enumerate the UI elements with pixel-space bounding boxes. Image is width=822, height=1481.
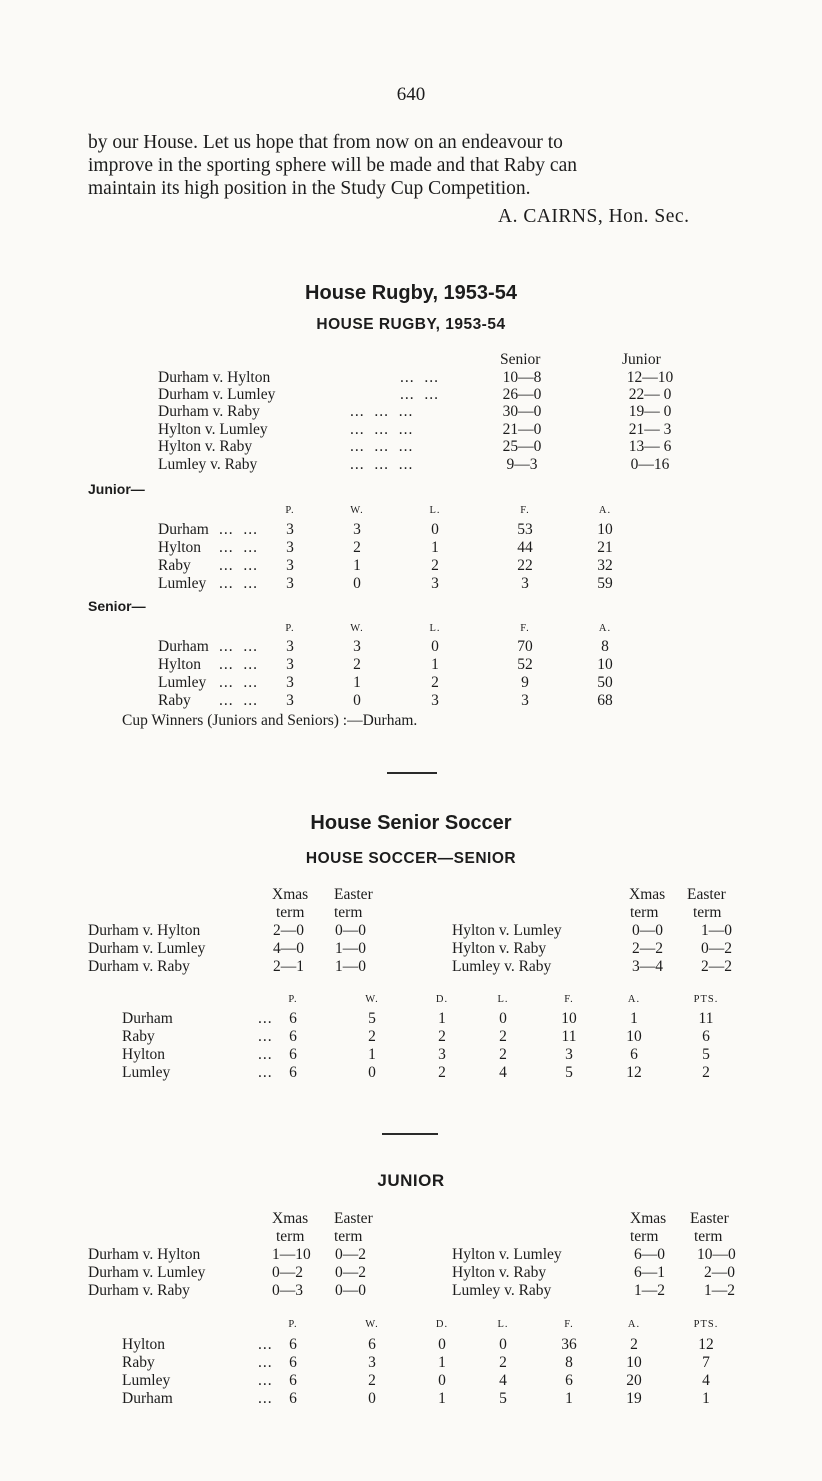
match-fixture: Hylton v. Raby bbox=[158, 438, 253, 455]
match-junior-score: 12—10 bbox=[626, 369, 674, 386]
cell-a: 10 bbox=[597, 656, 613, 673]
cell-p: 3 bbox=[286, 539, 294, 556]
cell-l: 2 bbox=[431, 674, 439, 691]
match-xmas: 4—0 bbox=[273, 940, 304, 957]
col-easter: Easter bbox=[334, 886, 373, 903]
soccer-senior-heading: House Senior Soccer bbox=[310, 812, 512, 834]
leader-dots: ... ... bbox=[219, 692, 258, 709]
cell-l: 3 bbox=[431, 692, 439, 709]
match-easter: 2—0 bbox=[704, 1264, 735, 1281]
team-name: Raby bbox=[122, 1354, 155, 1371]
cell-a: 1 bbox=[630, 1010, 638, 1027]
leader-dots: ... ... ... bbox=[350, 456, 414, 473]
cell-p: 3 bbox=[286, 521, 294, 538]
intro-line: improve in the sporting sphere will be made and that Raby can bbox=[88, 155, 577, 176]
leader-dots: ... bbox=[258, 1028, 273, 1045]
match-fixture: Hylton v. Raby bbox=[452, 940, 547, 957]
col-term: term bbox=[276, 1228, 305, 1245]
col-term: term bbox=[694, 1228, 723, 1245]
cell-w: 5 bbox=[368, 1010, 376, 1027]
col-easter: Easter bbox=[334, 1210, 373, 1227]
team-name: Durham bbox=[122, 1390, 173, 1407]
cell-l: 2 bbox=[499, 1028, 507, 1045]
rugby-subheading: HOUSE RUGBY, 1953-54 bbox=[316, 316, 506, 333]
cell-w: 0 bbox=[353, 575, 361, 592]
match-junior-score: 13— 6 bbox=[628, 438, 672, 455]
match-junior-score: 19— 0 bbox=[628, 403, 672, 420]
match-xmas: 1—10 bbox=[272, 1246, 311, 1263]
cell-f: 44 bbox=[517, 539, 533, 556]
cell-d: 1 bbox=[438, 1354, 446, 1371]
cell-a: 2 bbox=[630, 1336, 638, 1353]
cell-w: 6 bbox=[368, 1336, 376, 1353]
cell-f: 52 bbox=[517, 656, 533, 673]
col-header: A. bbox=[627, 1319, 641, 1330]
col-term: term bbox=[630, 1228, 659, 1245]
match-xmas: 0—0 bbox=[632, 922, 663, 939]
match-easter: 10—0 bbox=[697, 1246, 736, 1263]
match-xmas: 1—2 bbox=[634, 1282, 665, 1299]
match-fixture: Hylton v. Lumley bbox=[158, 421, 268, 438]
cell-l: 4 bbox=[499, 1064, 507, 1081]
match-xmas: 0—3 bbox=[272, 1282, 303, 1299]
intro-line: maintain its high position in the Study Cup Competition. bbox=[88, 178, 531, 199]
cell-w: 1 bbox=[353, 674, 361, 691]
team-name: Raby bbox=[122, 1028, 155, 1045]
cell-pts: 11 bbox=[698, 1010, 714, 1027]
cell-p: 6 bbox=[289, 1010, 297, 1027]
match-senior-score: 21—0 bbox=[502, 421, 542, 438]
cell-l: 2 bbox=[499, 1046, 507, 1063]
match-xmas: 2—2 bbox=[632, 940, 663, 957]
cell-d: 0 bbox=[438, 1336, 446, 1353]
col-header: W. bbox=[350, 623, 364, 634]
signature: A. CAIRNS, Hon. Sec. bbox=[498, 206, 690, 227]
leader-dots: ... bbox=[258, 1064, 273, 1081]
cell-pts: 1 bbox=[702, 1390, 710, 1407]
cell-l: 1 bbox=[431, 539, 439, 556]
cell-a: 10 bbox=[597, 521, 613, 538]
match-easter: 1—0 bbox=[335, 940, 366, 957]
match-easter: 2—2 bbox=[701, 958, 732, 975]
match-easter: 0—0 bbox=[335, 1282, 366, 1299]
team-name: Hylton bbox=[122, 1046, 166, 1063]
cell-f: 1 bbox=[565, 1390, 573, 1407]
col-easter: Easter bbox=[690, 1210, 729, 1227]
leader-dots: ... ... ... bbox=[350, 421, 414, 438]
match-fixture: Lumley v. Raby bbox=[158, 456, 258, 473]
cell-w: 2 bbox=[368, 1372, 376, 1389]
cell-w: 2 bbox=[368, 1028, 376, 1045]
match-fixture: Durham v. Lumley bbox=[88, 940, 206, 957]
cell-l: 0 bbox=[431, 521, 439, 538]
col-header: P. bbox=[288, 994, 298, 1005]
cell-l: 0 bbox=[431, 638, 439, 655]
cell-a: 59 bbox=[597, 575, 613, 592]
cell-d: 2 bbox=[438, 1064, 446, 1081]
col-header: P. bbox=[285, 505, 295, 516]
cell-l: 3 bbox=[431, 575, 439, 592]
leader-dots: ... ... bbox=[219, 575, 258, 592]
match-fixture: Hylton v. Lumley bbox=[452, 922, 562, 939]
match-junior-score: 0—16 bbox=[630, 456, 670, 473]
col-header: P. bbox=[285, 623, 295, 634]
rugby-junior-label: Junior— bbox=[88, 481, 145, 497]
cell-p: 6 bbox=[289, 1372, 297, 1389]
cell-p: 6 bbox=[289, 1390, 297, 1407]
leader-dots: ... ... bbox=[219, 539, 258, 556]
team-name: Durham bbox=[158, 638, 209, 655]
col-header: L. bbox=[497, 1319, 509, 1330]
match-easter: 1—2 bbox=[704, 1282, 735, 1299]
cell-a: 10 bbox=[626, 1028, 642, 1045]
cell-p: 6 bbox=[289, 1336, 297, 1353]
rugby-col-junior: Junior bbox=[622, 351, 661, 368]
cell-p: 3 bbox=[286, 656, 294, 673]
cell-l: 2 bbox=[499, 1354, 507, 1371]
cell-w: 3 bbox=[353, 521, 361, 538]
cell-pts: 12 bbox=[698, 1336, 714, 1353]
soccer-senior-subheading: HOUSE SOCCER—SENIOR bbox=[305, 850, 517, 867]
cell-f: 36 bbox=[561, 1336, 577, 1353]
match-senior-score: 10—8 bbox=[502, 369, 542, 386]
col-header: F. bbox=[520, 505, 530, 516]
cell-f: 5 bbox=[565, 1064, 573, 1081]
match-senior-score: 26—0 bbox=[502, 386, 542, 403]
cell-w: 0 bbox=[368, 1064, 376, 1081]
leader-dots: ... ... bbox=[400, 386, 439, 403]
match-xmas: 3—4 bbox=[632, 958, 663, 975]
match-junior-score: 21— 3 bbox=[628, 421, 672, 438]
cell-f: 11 bbox=[561, 1028, 577, 1045]
match-easter: 0—2 bbox=[701, 940, 732, 957]
team-name: Lumley bbox=[122, 1064, 171, 1081]
match-xmas: 0—2 bbox=[272, 1264, 303, 1281]
col-header: P. bbox=[288, 1319, 298, 1330]
col-header: D. bbox=[435, 1319, 449, 1330]
match-fixture: Lumley v. Raby bbox=[452, 958, 552, 975]
match-xmas: 6—0 bbox=[634, 1246, 665, 1263]
cell-p: 6 bbox=[289, 1046, 297, 1063]
cup-winners: Cup Winners (Juniors and Seniors) :—Durham. bbox=[122, 712, 418, 729]
cell-w: 1 bbox=[353, 557, 361, 574]
match-easter: 0—0 bbox=[335, 922, 366, 939]
match-xmas: 6—1 bbox=[634, 1264, 665, 1281]
cell-l: 2 bbox=[431, 557, 439, 574]
match-easter: 0—2 bbox=[335, 1246, 366, 1263]
cell-a: 6 bbox=[630, 1046, 638, 1063]
cell-a: 68 bbox=[597, 692, 613, 709]
col-header: PTS. bbox=[693, 1319, 719, 1330]
cell-a: 8 bbox=[601, 638, 609, 655]
cell-d: 1 bbox=[438, 1390, 446, 1407]
cell-d: 0 bbox=[438, 1372, 446, 1389]
match-fixture: Hylton v. Lumley bbox=[452, 1246, 562, 1263]
col-header: PTS. bbox=[693, 994, 719, 1005]
match-fixture: Durham v. Lumley bbox=[88, 1264, 206, 1281]
col-header: W. bbox=[365, 994, 379, 1005]
team-name: Lumley bbox=[122, 1372, 171, 1389]
col-header: F. bbox=[564, 994, 574, 1005]
leader-dots: ... ... bbox=[219, 521, 258, 538]
cell-w: 0 bbox=[368, 1390, 376, 1407]
match-fixture: Durham v. Hylton bbox=[158, 369, 271, 386]
page-number: 640 bbox=[396, 84, 426, 105]
soccer-junior-heading: JUNIOR bbox=[377, 1171, 445, 1190]
cell-w: 3 bbox=[353, 638, 361, 655]
cell-p: 3 bbox=[286, 575, 294, 592]
leader-dots: ... ... bbox=[219, 656, 258, 673]
rugby-senior-label: Senior— bbox=[88, 598, 146, 614]
leader-dots: ... bbox=[258, 1046, 273, 1063]
cell-l: 0 bbox=[499, 1010, 507, 1027]
cell-p: 3 bbox=[286, 557, 294, 574]
cell-f: 3 bbox=[521, 692, 529, 709]
cell-p: 6 bbox=[289, 1354, 297, 1371]
cell-p: 3 bbox=[286, 638, 294, 655]
match-senior-score: 25—0 bbox=[502, 438, 542, 455]
cell-w: 3 bbox=[368, 1354, 376, 1371]
intro-line: by our House. Let us hope that from now on an endeavour to bbox=[88, 132, 563, 153]
match-fixture: Durham v. Hylton bbox=[88, 1246, 201, 1263]
cell-f: 10 bbox=[561, 1010, 577, 1027]
leader-dots: ... bbox=[258, 1390, 273, 1407]
col-easter: Easter bbox=[687, 886, 726, 903]
cell-w: 0 bbox=[353, 692, 361, 709]
cell-a: 21 bbox=[597, 539, 613, 556]
cell-l: 5 bbox=[499, 1390, 507, 1407]
cell-l: 1 bbox=[431, 656, 439, 673]
match-fixture: Durham v. Lumley bbox=[158, 386, 276, 403]
cell-f: 8 bbox=[565, 1354, 573, 1371]
match-easter: 1—0 bbox=[335, 958, 366, 975]
section-divider bbox=[387, 772, 437, 774]
col-term: term bbox=[693, 904, 722, 921]
cell-w: 1 bbox=[368, 1046, 376, 1063]
rugby-heading: House Rugby, 1953-54 bbox=[305, 282, 517, 304]
match-fixture: Lumley v. Raby bbox=[452, 1282, 552, 1299]
leader-dots: ... ... bbox=[400, 369, 439, 386]
cell-f: 6 bbox=[565, 1372, 573, 1389]
leader-dots: ... ... bbox=[219, 557, 258, 574]
team-name: Hylton bbox=[158, 656, 202, 673]
cell-l: 0 bbox=[499, 1336, 507, 1353]
cell-a: 12 bbox=[626, 1064, 642, 1081]
team-name: Durham bbox=[158, 521, 209, 538]
cell-pts: 7 bbox=[702, 1354, 710, 1371]
leader-dots: ... bbox=[258, 1336, 273, 1353]
team-name: Durham bbox=[122, 1010, 173, 1027]
col-xmas: Xmas bbox=[629, 886, 666, 903]
team-name: Hylton bbox=[122, 1336, 166, 1353]
match-fixture: Hylton v. Raby bbox=[452, 1264, 547, 1281]
leader-dots: ... ... bbox=[219, 638, 258, 655]
cell-f: 70 bbox=[517, 638, 533, 655]
cell-a: 10 bbox=[626, 1354, 642, 1371]
cell-pts: 4 bbox=[702, 1372, 710, 1389]
match-xmas: 2—0 bbox=[273, 922, 304, 939]
cell-f: 3 bbox=[565, 1046, 573, 1063]
cell-p: 3 bbox=[286, 692, 294, 709]
cell-p: 3 bbox=[286, 674, 294, 691]
col-term: term bbox=[276, 904, 305, 921]
rugby-col-senior: Senior bbox=[500, 351, 541, 368]
col-header: A. bbox=[598, 505, 612, 516]
team-name: Lumley bbox=[158, 575, 207, 592]
col-header: L. bbox=[429, 623, 441, 634]
section-divider bbox=[382, 1133, 438, 1135]
leader-dots: ... bbox=[258, 1372, 273, 1389]
col-header: A. bbox=[627, 994, 641, 1005]
col-header: D. bbox=[435, 994, 449, 1005]
cell-w: 2 bbox=[353, 656, 361, 673]
cell-d: 1 bbox=[438, 1010, 446, 1027]
col-header: F. bbox=[520, 623, 530, 634]
match-senior-score: 30—0 bbox=[502, 403, 542, 420]
cell-a: 19 bbox=[626, 1390, 642, 1407]
cell-d: 2 bbox=[438, 1028, 446, 1045]
cell-a: 20 bbox=[626, 1372, 642, 1389]
match-junior-score: 22— 0 bbox=[628, 386, 672, 403]
col-header: L. bbox=[497, 994, 509, 1005]
cell-pts: 6 bbox=[702, 1028, 710, 1045]
col-term: term bbox=[334, 1228, 363, 1245]
col-header: A. bbox=[598, 623, 612, 634]
col-term: term bbox=[334, 904, 363, 921]
col-header: F. bbox=[564, 1319, 574, 1330]
cell-d: 3 bbox=[438, 1046, 446, 1063]
match-fixture: Durham v. Raby bbox=[158, 403, 260, 420]
intro-paragraph bbox=[88, 131, 768, 200]
cell-a: 32 bbox=[597, 557, 613, 574]
col-xmas: Xmas bbox=[272, 1210, 309, 1227]
match-senior-score: 9—3 bbox=[506, 456, 538, 473]
match-fixture: Durham v. Raby bbox=[88, 1282, 190, 1299]
col-xmas: Xmas bbox=[630, 1210, 667, 1227]
col-xmas: Xmas bbox=[272, 886, 309, 903]
col-header: W. bbox=[350, 505, 364, 516]
col-header: W. bbox=[365, 1319, 379, 1330]
leader-dots: ... bbox=[258, 1354, 273, 1371]
leader-dots: ... ... bbox=[219, 674, 258, 691]
team-name: Hylton bbox=[158, 539, 202, 556]
match-easter: 0—2 bbox=[335, 1264, 366, 1281]
match-easter: 1—0 bbox=[701, 922, 732, 939]
leader-dots: ... bbox=[258, 1010, 273, 1027]
cell-f: 53 bbox=[517, 521, 533, 538]
match-xmas: 2—1 bbox=[273, 958, 304, 975]
team-name: Raby bbox=[158, 557, 191, 574]
leader-dots: ... ... ... bbox=[350, 403, 414, 420]
match-fixture: Durham v. Raby bbox=[88, 958, 190, 975]
cell-f: 9 bbox=[521, 674, 529, 691]
col-header: L. bbox=[429, 505, 441, 516]
match-fixture: Durham v. Hylton bbox=[88, 922, 201, 939]
cell-pts: 5 bbox=[702, 1046, 710, 1063]
team-name: Raby bbox=[158, 692, 191, 709]
team-name: Lumley bbox=[158, 674, 207, 691]
cell-a: 50 bbox=[597, 674, 613, 691]
cell-p: 6 bbox=[289, 1064, 297, 1081]
cell-l: 4 bbox=[499, 1372, 507, 1389]
leader-dots: ... ... ... bbox=[350, 438, 414, 455]
cell-w: 2 bbox=[353, 539, 361, 556]
cell-f: 3 bbox=[521, 575, 529, 592]
cell-p: 6 bbox=[289, 1028, 297, 1045]
cell-f: 22 bbox=[517, 557, 533, 574]
cell-pts: 2 bbox=[702, 1064, 710, 1081]
col-term: term bbox=[630, 904, 659, 921]
